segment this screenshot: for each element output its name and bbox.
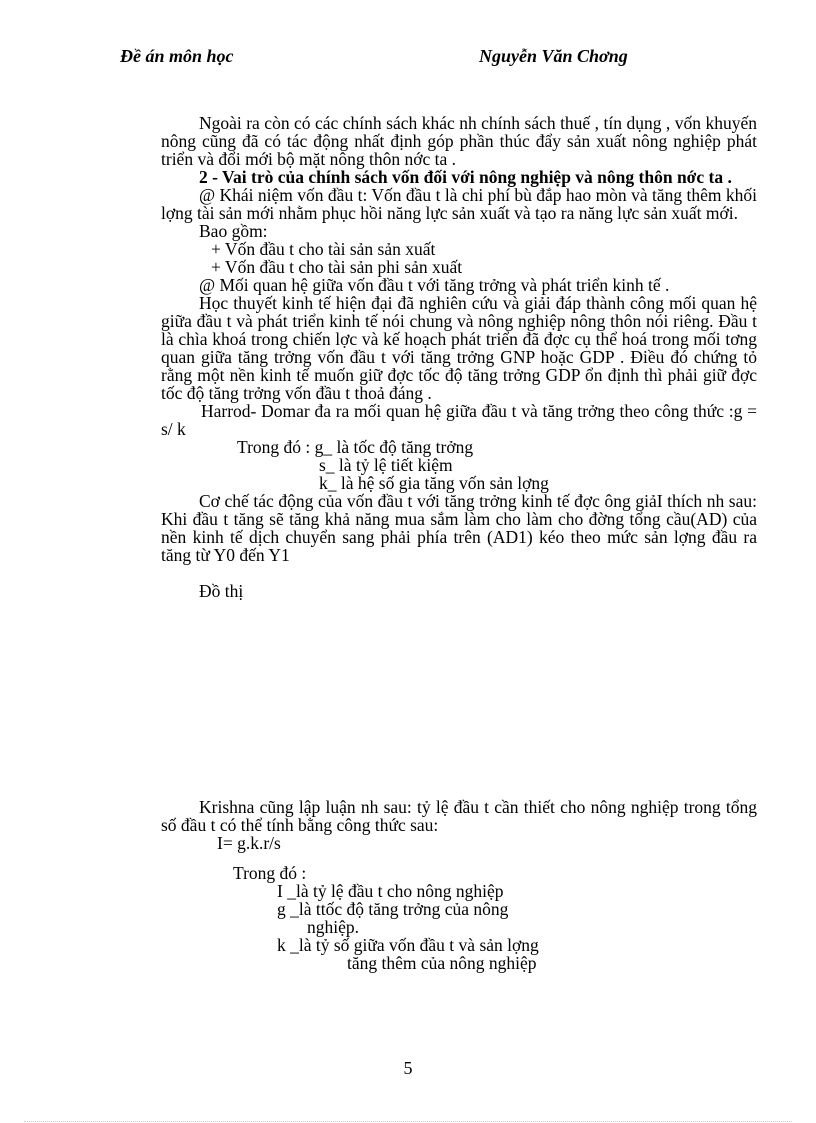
paragraph-mechanism: Cơ chế tác động của vốn đầu t với tăng trởng kinh tế đợc ông giảI thích nh sau: Khi đầu t tăng sẽ tăng khả năng mua sắm làm cho làm cho đờng tổng cầu(AD) của nền kinh tế dịch chuyển sang phải phía trên (AD1) kéo theo mức sản lợng đầu ra tăng từ Y0 đến Y1 xyxy=(161,491,757,565)
page-bottom-rule xyxy=(24,1121,792,1122)
where-item-s: s_ là tỷ lệ tiết kiệm xyxy=(319,455,453,475)
document-body xyxy=(161,114,757,972)
relation-heading: @ Mối quan hệ giữa vốn đầu t với tăng trởng và phát triển kinh tế . xyxy=(199,275,670,295)
paragraph-investment-concept: @ Khái niệm vốn đầu t: Vốn đầu t là chi phí bù đắp hao mòn và tăng thêm khối lợng tài sản mới nhằm phục hồi năng lực sản xuất và tạo ra năng lực sản xuất mới. xyxy=(161,185,757,223)
where2-item-g-cont: nghiệp. xyxy=(307,917,360,937)
header-author-name: Nguyễn Văn Chơng xyxy=(479,46,628,66)
page-number: 5 xyxy=(403,1058,413,1078)
where-label-1: Trong đó : g_ là tốc độ tăng trởng xyxy=(237,437,474,457)
includes-label: Bao gồm: xyxy=(199,221,268,241)
formula-krishna: I= g.k.r/s xyxy=(217,833,281,853)
paragraph-other-policies: Ngoài ra còn có các chính sách khác nh chính sách thuế , tín dụng , vốn khuyến nông cũng đã có tác động nhất định góp phần thúc đẩy sản xuất nông nghiệp phát triển và đổi mới bộ mặt nông thôn nớc ta . xyxy=(161,113,757,169)
section-heading-2: 2 - Vai trò của chính sách vốn đối với nông nghiệp và nông thôn nớc ta . xyxy=(199,167,732,187)
where2-item-k-cont: tăng thêm của nông nghiệp xyxy=(347,953,537,973)
where2-item-I: I _là tỷ lệ đầu t cho nông nghiệp xyxy=(277,881,504,901)
graph-placeholder xyxy=(161,600,757,798)
paragraph-krishna: Krishna cũng lập luận nh sau: tỷ lệ đầu t cần thiết cho nông nghiệp trong tổng số đầu t có thể tính bằng công thức sau: xyxy=(161,797,757,835)
header-course-title: Đề án môn học xyxy=(120,46,234,66)
where2-item-g: g _là ttốc độ tăng trởng của nông xyxy=(277,899,509,919)
include-item-nonproductive: + Vốn đầu t cho tài sản phi sản xuất xyxy=(211,257,463,277)
where-label-2: Trong đó : xyxy=(233,863,307,883)
paragraph-economic-theory: Học thuyết kinh tế hiện đại đã nghiên cứu và giải đáp thành công mối quan hệ giữa đầu t và phát triển kinh tế nói chung và nông nghiệp nông thôn nói riêng. Đầu t là chìa khoá trong chiến lợc và kế hoạch phát triển đã đợc cụ thể hoá trong mối tơng quan giữa tăng trởng vốn đầu t với tăng trởng GNP hoặc GDP . Điều đó chứng tỏ rằng một nền kinh tế muốn giữ đợc tốc độ tăng trởng GDP ổn định thì phải giữ đợc tốc độ tăng trởng vốn đầu t thoả đáng . xyxy=(161,293,757,403)
paragraph-harrod-domar: Harrod- Domar đa ra mối quan hệ giữa đầu t và tăng trởng theo công thức :g = s/ k xyxy=(161,401,757,439)
where-item-k: k_ là hệ số gia tăng vốn sản lợng xyxy=(319,473,549,493)
where2-item-k: k _là tỷ số giữa vốn đầu t và sản lợng xyxy=(277,935,539,955)
graph-label: Đồ thị xyxy=(199,581,244,601)
include-item-productive: + Vốn đầu t cho tài sản sản xuất xyxy=(211,239,436,259)
